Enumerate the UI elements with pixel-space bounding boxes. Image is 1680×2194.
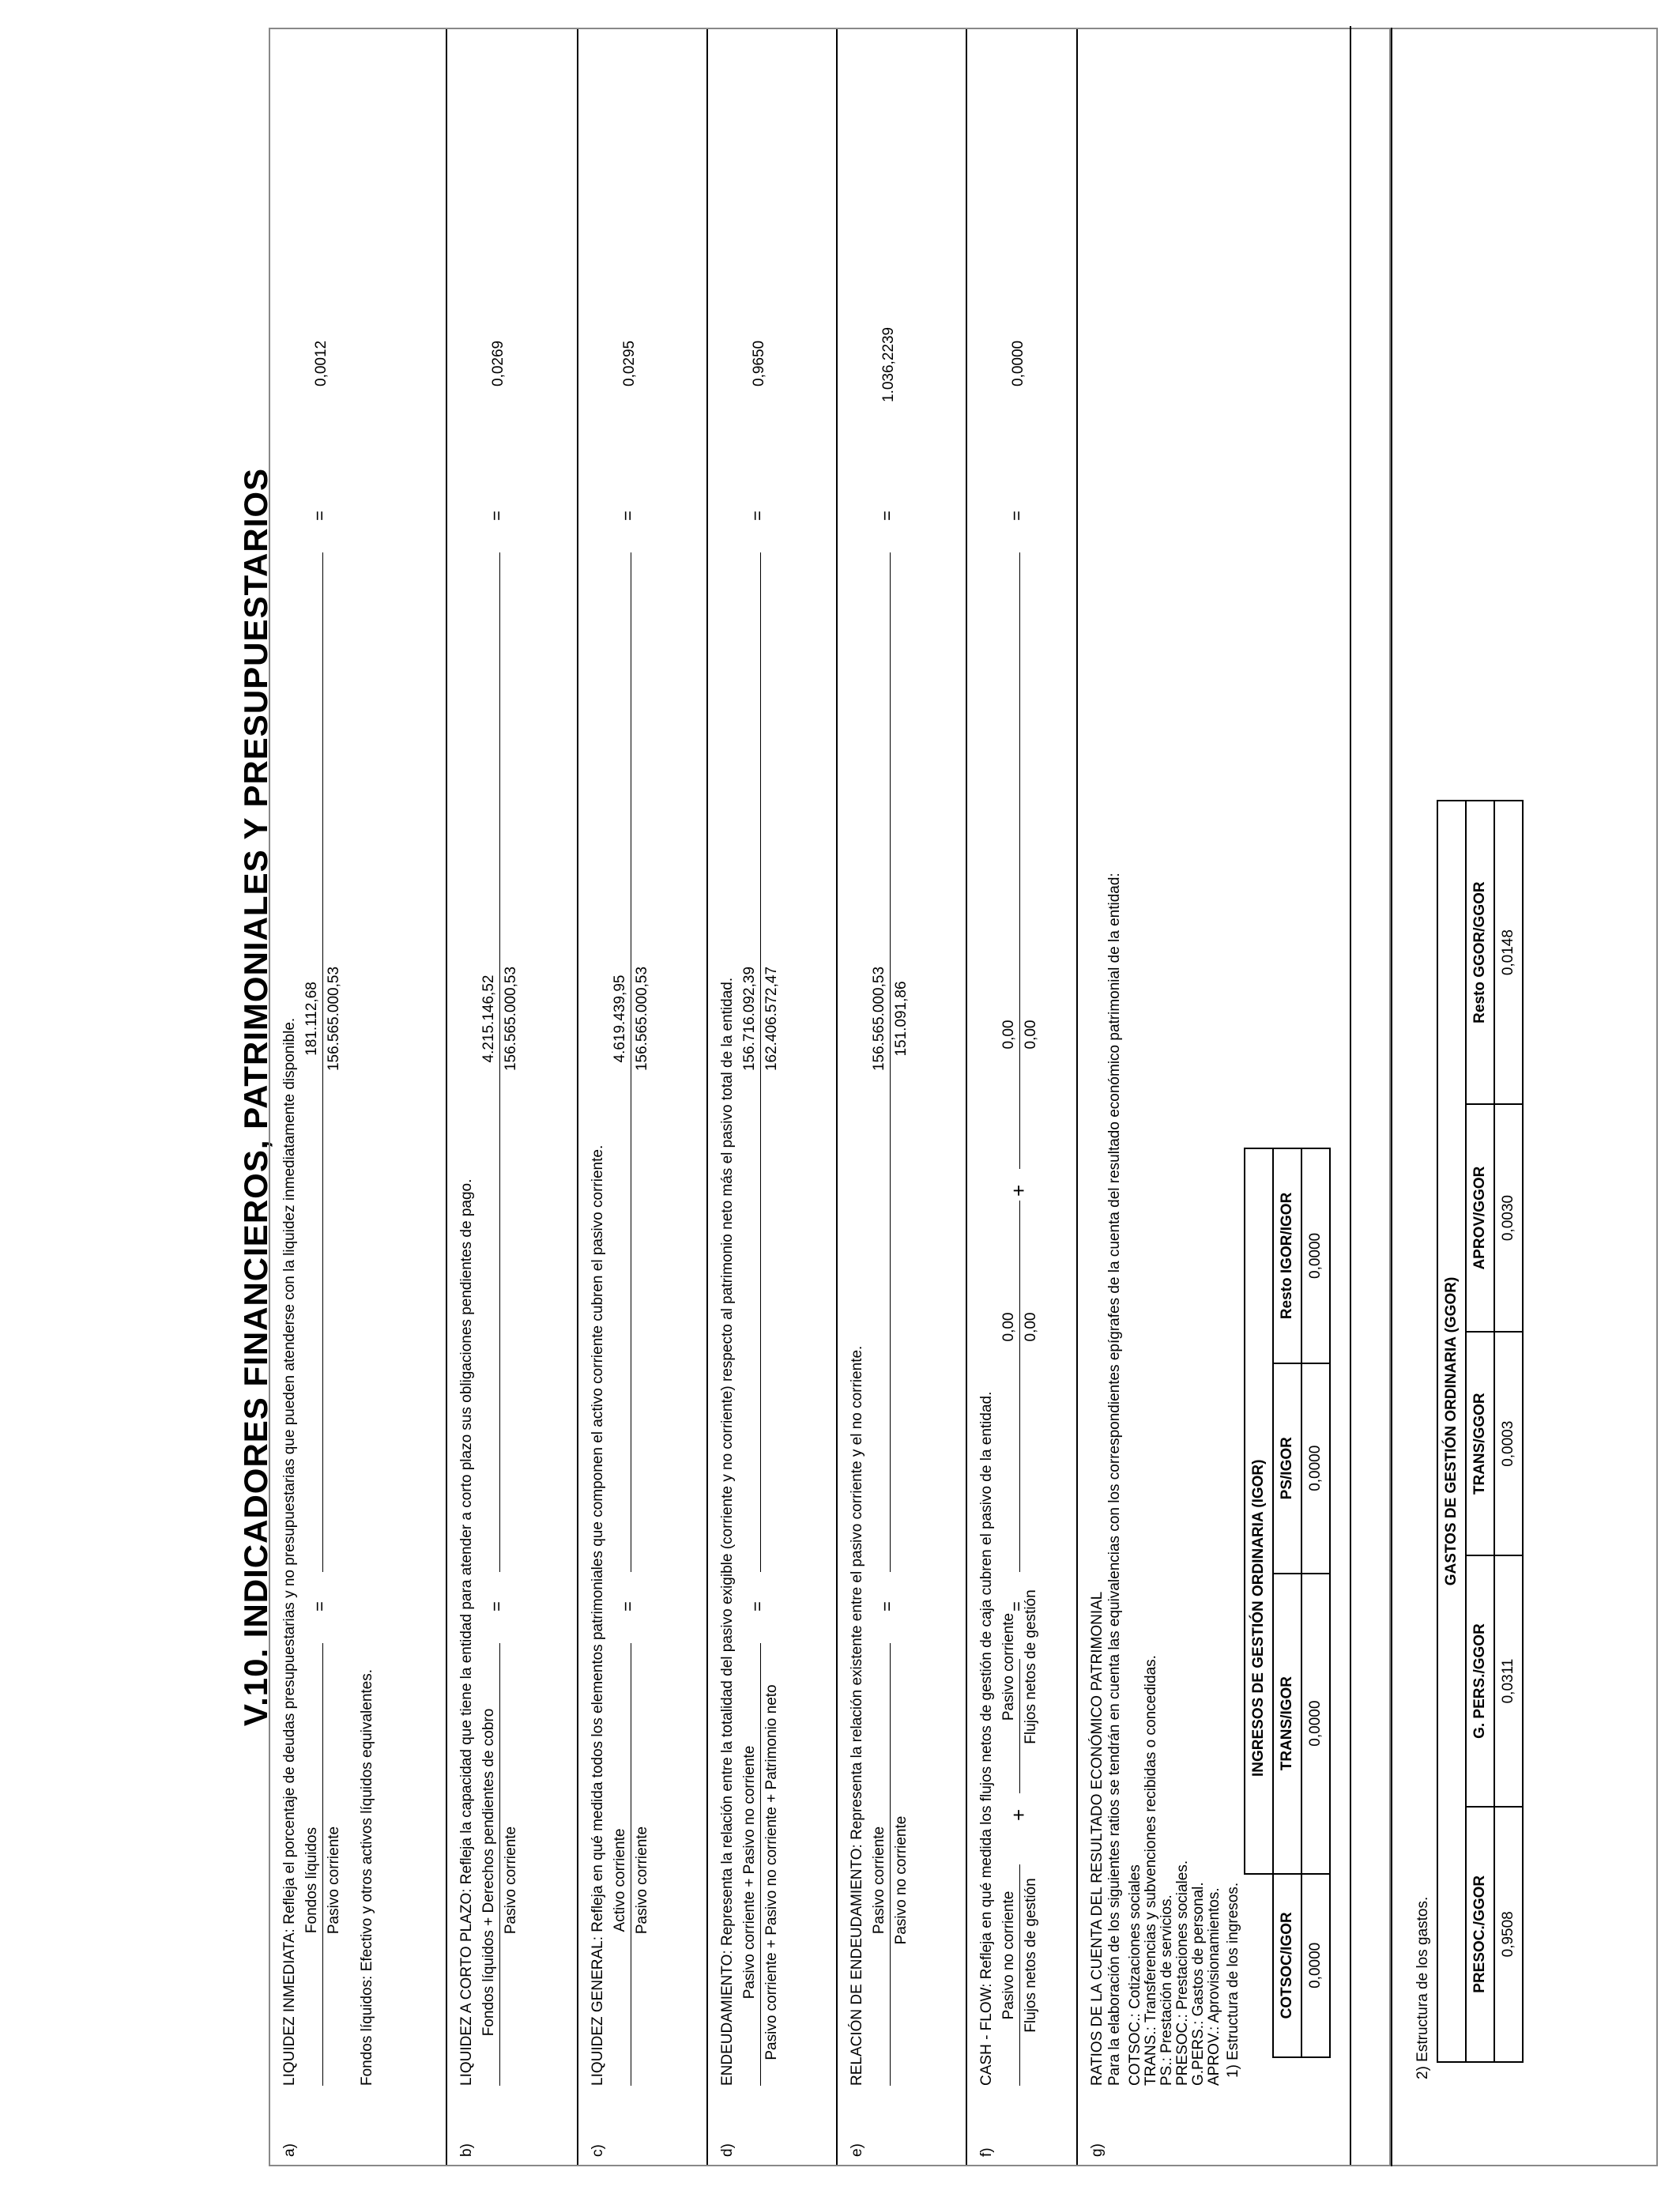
fraction-bar — [322, 1643, 323, 2086]
section-g — [1078, 29, 1391, 2165]
equals-sign: = — [487, 511, 507, 521]
numerator-label: Pasivo corriente — [1000, 1612, 1017, 1721]
numerator-value: 156.565.000,53 — [871, 966, 887, 1072]
value-fraction-bar — [499, 552, 500, 1572]
ggor-caption: GASTOS DE GESTIÓN ORDINARIA (GGOR) — [1437, 801, 1466, 2062]
gastos-structure-label: 2) Estructura de los gastos. — [1414, 1896, 1431, 2079]
section-description: LIQUIDEZ INMEDIATA: Refleja el porcentaje de deudas presupuestarias y no presupuestarias que pueden atenderse con la liquidez inmediatamente disponible. — [281, 1017, 298, 2086]
equals-sign: = — [1007, 1601, 1026, 1612]
definition-item: TRANS.: Transferencias y subvenciones recibidas o concedidas. — [1143, 1655, 1159, 2086]
igor-header-trans: TRANS/IGOR — [1273, 1574, 1301, 1874]
section-letter: c) — [590, 2144, 606, 2157]
denominator-label: Pasivo no corriente — [893, 1815, 910, 1945]
result-value: 0,9650 — [751, 340, 767, 386]
section-f — [967, 29, 1078, 2165]
result-value: 0,0269 — [490, 340, 507, 386]
igor-value-cotsoc: 0,0000 — [1301, 1874, 1330, 2057]
ggor-table — [1437, 800, 1524, 2063]
section-letter: e) — [849, 2143, 865, 2157]
ggor-header-presoc: PRESOC./GGOR — [1466, 1807, 1494, 2062]
section-d — [708, 29, 838, 2165]
plus-sign: + — [1007, 1184, 1030, 1197]
numerator-label: Fondos líquidos + Derechos pendientes de cobro — [480, 1708, 497, 2037]
plus-sign: + — [1007, 1808, 1030, 1821]
equals-sign: = — [487, 1601, 507, 1612]
denominator-value: 156.565.000,53 — [634, 966, 650, 1072]
section-c — [578, 29, 708, 2165]
igor-value-resto: 0,0000 — [1301, 1148, 1330, 1363]
numerator-label: Pasivo corriente — [871, 1826, 887, 1935]
frame-left-edge — [1391, 2165, 1656, 2166]
denominator-value: 156.565.000,53 — [326, 966, 342, 1072]
denominator-value: 156.565.000,53 — [503, 966, 519, 1072]
fraction-bar — [499, 1643, 500, 2086]
numerator-label: Pasivo corriente + Pasivo no corriente — [741, 1745, 758, 2000]
igor-value-ps: 0,0000 — [1301, 1363, 1330, 1574]
ggor-header-gpers: G. PERS./GGOR — [1466, 1555, 1494, 1806]
igor-table — [1244, 1148, 1331, 2058]
ggor-value-gpers: 0,0311 — [1494, 1555, 1523, 1806]
separator — [1350, 26, 1351, 2165]
denominator-value: 0,00 — [1023, 1020, 1039, 1050]
ggor-value-aprov: 0,0030 — [1494, 1104, 1523, 1332]
equals-sign: = — [748, 511, 767, 521]
fraction-bar — [890, 1643, 891, 2086]
separator — [1391, 28, 1392, 2166]
section-letter: f) — [978, 2147, 995, 2157]
section-b — [447, 29, 578, 2165]
numerator-value: 0,00 — [1000, 1312, 1017, 1342]
ggor-value-trans: 0,0003 — [1494, 1332, 1523, 1556]
equals-sign: = — [310, 1601, 330, 1612]
definition-item: APROV.: Aprovisionamientos. — [1206, 1887, 1222, 2086]
section-note: Fondos líquidos: Efectivo y otros activos líquidos equivalentes. — [359, 1668, 375, 2086]
value-fraction-bar — [890, 552, 891, 1572]
denominator-label: Flujos netos de gestión — [1023, 1878, 1039, 2033]
equals-sign: = — [877, 511, 897, 521]
ggor-value-resto: 0,0148 — [1494, 801, 1523, 1104]
equals-sign: = — [618, 511, 638, 521]
denominator-value: 162.406.572,47 — [763, 966, 780, 1072]
frame-right-edge — [1391, 28, 1656, 29]
denominator-value: 0,00 — [1023, 1312, 1039, 1342]
numerator-value: 0,00 — [1000, 1020, 1017, 1050]
ggor-header-aprov: APROV/GGOR — [1466, 1104, 1494, 1332]
indicators-frame — [269, 28, 1391, 2166]
equals-sign: = — [618, 1601, 638, 1612]
page-title: V.10. INDICADORES FINANCIEROS, PATRIMONIALES Y PRESUPUESTARIOS — [237, 467, 274, 1727]
frame-bottom-edge — [1656, 28, 1658, 2166]
value-fraction-bar — [1019, 552, 1020, 1169]
result-value: 1.036,2239 — [880, 326, 897, 402]
denominator-label: Pasivo corriente — [326, 1826, 342, 1935]
ggor-header-resto: Resto GGOR/GGOR — [1466, 801, 1494, 1104]
denominator-label: Pasivo corriente + Pasivo no corriente + Patrimonio neto — [763, 1684, 780, 2060]
ggor-value-presoc: 0,9508 — [1494, 1807, 1523, 2062]
result-value: 0,0000 — [1010, 340, 1026, 386]
section-e — [838, 29, 967, 2165]
section-description: ENDEUDAMIENTO: Representa la relación entre la totalidad del pasivo exigible (corriente y no corriente) respecto al patrimonio neto más el pasivo total de la entidad. — [719, 977, 736, 2086]
igor-caption: INGRESOS DE GESTIÓN ORDINARIA (IGOR) — [1245, 1363, 1273, 1874]
equals-sign: = — [310, 511, 330, 521]
section-intro: Para la elaboración de los siguientes ratios se tendrán en cuenta las equivalencias con los correspondientes epígrafes de la cuenta del resultado económico patrimonial de la entidad: — [1106, 873, 1123, 2086]
denominator-label: Pasivo corriente — [503, 1826, 519, 1935]
fraction-bar — [760, 1643, 761, 2086]
igor-header-resto: Resto IGOR/IGOR — [1273, 1148, 1301, 1363]
section-letter: g) — [1089, 2143, 1106, 2157]
ggor-header-trans: TRANS/GGOR — [1466, 1332, 1494, 1556]
definition-item: G.PERS.: Gastos de personal. — [1190, 1882, 1207, 2086]
value-fraction-bar — [1019, 1201, 1020, 1572]
fraction-bar — [1019, 1864, 1020, 2086]
denominator-label: Flujos netos de gestión — [1023, 1589, 1039, 1744]
definition-item: PRESOC.: Prestaciones sociales. — [1174, 1860, 1191, 2086]
section-letter: b) — [458, 2143, 475, 2157]
section-heading: RATIOS DE LA CUENTA DEL RESULTADO ECONÓMICO PATRIMONIAL — [1089, 1591, 1106, 2086]
value-fraction-bar — [322, 552, 323, 1572]
equals-sign: = — [877, 1601, 897, 1612]
numerator-value: 181.112,68 — [303, 982, 320, 1056]
fraction-bar — [1019, 1659, 1020, 1793]
section-description: LIQUIDEZ A CORTO PLAZO: Refleja la capacidad que tiene la entidad para atender a corto plazo sus obligaciones pendientes de pago. — [458, 1178, 475, 2086]
section-letter: a) — [281, 2143, 298, 2157]
igor-header-ps: PS/IGOR — [1273, 1363, 1301, 1574]
definition-item: PS.: Prestación de servicios. — [1158, 1894, 1175, 2086]
result-value: 0,0295 — [621, 340, 638, 386]
result-value: 0,0012 — [313, 340, 330, 386]
section-letter: d) — [719, 2143, 736, 2157]
section-description: RELACIÓN DE ENDEUDAMIENTO: Representa la relación existente entre el pasivo corriente y el no corriente. — [849, 1345, 865, 2086]
numerator-label: Fondos líquidos — [303, 1826, 320, 1934]
numerator-value: 4.215.146,52 — [480, 974, 497, 1063]
section-description: LIQUIDEZ GENERAL: Refleja en qué medida todos los elementos patrimoniales que componen el activo corriente cubren el pasivo corriente. — [590, 1144, 606, 2086]
numerator-value: 156.716.092,39 — [741, 966, 758, 1072]
equals-sign: = — [1007, 511, 1026, 521]
igor-value-trans: 0,0000 — [1301, 1574, 1330, 1874]
section-description: CASH - FLOW: Refleja en qué medida los flujos netos de gestión de caja cubren el pasivo de la entidad. — [978, 1391, 995, 2086]
numerator-label: Pasivo no corriente — [1000, 1891, 1017, 2020]
numerator-label: Activo corriente — [612, 1828, 628, 1932]
definition-item: COTSOC.: Cotizaciones sociales — [1127, 1864, 1143, 2086]
igor-header-cotsoc: COTSOC/IGOR — [1273, 1874, 1301, 2057]
value-fraction-bar — [760, 552, 761, 1572]
denominator-label: Pasivo corriente — [634, 1826, 650, 1935]
denominator-value: 151.091,86 — [893, 981, 910, 1057]
ingresos-structure-label: 1) Estructura de los ingresos. — [1225, 1882, 1241, 2078]
section-a — [270, 29, 447, 2165]
numerator-value: 4.619.439,95 — [612, 974, 628, 1063]
equals-sign: = — [748, 1601, 767, 1612]
